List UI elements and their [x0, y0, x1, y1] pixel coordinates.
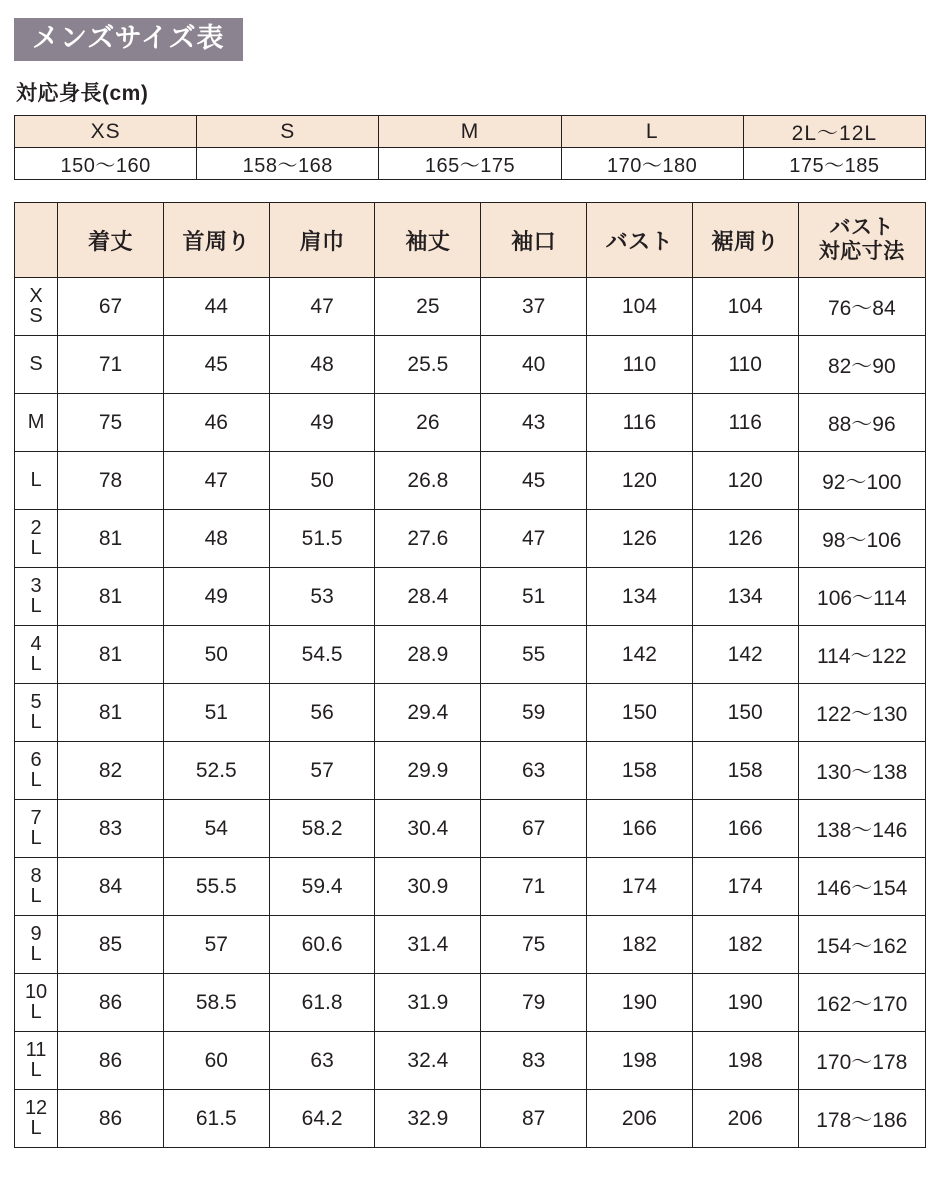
- measurement-cell: 63: [269, 1032, 375, 1090]
- measurement-cell: 87: [481, 1090, 587, 1148]
- height-table: [14, 115, 926, 180]
- measurement-cell: 56: [269, 684, 375, 742]
- measurement-cell: 170〜178: [798, 1032, 925, 1090]
- measurement-cell: 64.2: [269, 1090, 375, 1148]
- table-row: [15, 1090, 926, 1148]
- measurement-cell: 26: [375, 394, 481, 452]
- measurement-cell: 26.8: [375, 452, 481, 510]
- row-header-line1: X: [29, 284, 43, 307]
- table-row: [15, 858, 926, 916]
- measurement-cell: 48: [269, 336, 375, 394]
- measurement-cell: 206: [692, 1090, 798, 1148]
- table-row: [15, 510, 926, 568]
- measurement-cell: 174: [692, 858, 798, 916]
- row-header-line1: 5: [30, 690, 42, 713]
- measurement-cell: 53: [269, 568, 375, 626]
- measurement-cell: 71: [58, 336, 164, 394]
- row-header-line2: L: [30, 942, 42, 965]
- measurement-cell: 190: [692, 974, 798, 1032]
- measurement-cell: 83: [481, 1032, 587, 1090]
- measurement-cell: 45: [163, 336, 269, 394]
- table-row: [15, 148, 926, 180]
- measurement-cell: 146〜154: [798, 858, 925, 916]
- height-range-cell: 175〜185: [743, 148, 925, 180]
- table-row: [15, 452, 926, 510]
- row-header-line1: 8: [30, 864, 42, 887]
- row-header-line2: L: [30, 1116, 42, 1139]
- row-header-size: [15, 800, 58, 858]
- height-size-header: S: [197, 116, 379, 148]
- row-header-line2: L: [30, 884, 42, 907]
- measurement-cell: 71: [481, 858, 587, 916]
- measurement-cell: 25: [375, 278, 481, 336]
- row-header-line2: L: [30, 652, 42, 675]
- row-header-line1: 7: [30, 806, 42, 829]
- measurement-cell: 76〜84: [798, 278, 925, 336]
- measurement-cell: 47: [163, 452, 269, 510]
- row-header-size: [15, 1032, 58, 1090]
- row-header-size: [15, 278, 58, 336]
- measurement-cell: 32.9: [375, 1090, 481, 1148]
- measurement-cell: 86: [58, 974, 164, 1032]
- measurement-cell: 28.9: [375, 626, 481, 684]
- measurement-cell: 59: [481, 684, 587, 742]
- measurement-cell: 114〜122: [798, 626, 925, 684]
- measurement-cell: 150: [587, 684, 693, 742]
- measurement-cell: 86: [58, 1090, 164, 1148]
- measurement-cell: 59.4: [269, 858, 375, 916]
- measurement-cell: 198: [587, 1032, 693, 1090]
- row-header-size: [15, 452, 58, 510]
- row-header-line1: 11: [25, 1038, 47, 1061]
- row-header-line1: 6: [30, 748, 42, 771]
- row-header-line2: L: [30, 594, 42, 617]
- measurement-cell: 55.5: [163, 858, 269, 916]
- row-header-size: [15, 626, 58, 684]
- height-size-header: M: [379, 116, 561, 148]
- row-header-line2: L: [30, 768, 42, 791]
- row-header-line1: L: [30, 468, 42, 491]
- measurement-cell: 104: [587, 278, 693, 336]
- measurement-cell: 46: [163, 394, 269, 452]
- measurement-cell: 116: [587, 394, 693, 452]
- table-header-row: [15, 203, 926, 278]
- measurement-cell: 174: [587, 858, 693, 916]
- table-row: [15, 800, 926, 858]
- measurement-cell: 83: [58, 800, 164, 858]
- measurement-cell: 29.9: [375, 742, 481, 800]
- table-row: [15, 974, 926, 1032]
- measurement-cell: 48: [163, 510, 269, 568]
- measurement-cell: 47: [269, 278, 375, 336]
- measurement-cell: 78: [58, 452, 164, 510]
- measurement-cell: 30.4: [375, 800, 481, 858]
- measurement-cell: 32.4: [375, 1032, 481, 1090]
- measurement-cell: 51.5: [269, 510, 375, 568]
- row-header-size: [15, 1090, 58, 1148]
- measurement-cell: 126: [692, 510, 798, 568]
- height-size-header: XS: [15, 116, 197, 148]
- measurement-cell: 49: [269, 394, 375, 452]
- height-range-cell: 150〜160: [15, 148, 197, 180]
- table-row: [15, 1032, 926, 1090]
- row-header-size: [15, 684, 58, 742]
- measurement-cell: 61.5: [163, 1090, 269, 1148]
- column-header: 裾周り: [692, 203, 798, 278]
- measurement-cell: 178〜186: [798, 1090, 925, 1148]
- height-section-heading: 対応身長(cm): [16, 82, 149, 105]
- row-header-line2: L: [30, 710, 42, 733]
- measurement-cell: 54.5: [269, 626, 375, 684]
- row-header-line2: L: [30, 826, 42, 849]
- measurement-cell: 67: [481, 800, 587, 858]
- row-header-size: [15, 394, 58, 452]
- measurement-cell: 106〜114: [798, 568, 925, 626]
- measurement-cell: 162〜170: [798, 974, 925, 1032]
- measurement-cell: 79: [481, 974, 587, 1032]
- row-header-size: [15, 742, 58, 800]
- height-range-cell: 158〜168: [197, 148, 379, 180]
- measurement-cell: 154〜162: [798, 916, 925, 974]
- column-header-bust-fit: [798, 203, 925, 278]
- column-header: 袖丈: [375, 203, 481, 278]
- measurement-cell: 60: [163, 1032, 269, 1090]
- measurement-cell: 50: [163, 626, 269, 684]
- measurement-cell: 110: [587, 336, 693, 394]
- table-row: [15, 278, 926, 336]
- measurement-cell: 52.5: [163, 742, 269, 800]
- column-header: 肩巾: [269, 203, 375, 278]
- measurement-cell: 166: [692, 800, 798, 858]
- measurement-cell: 47: [481, 510, 587, 568]
- row-header-size: [15, 510, 58, 568]
- row-header-line1: S: [29, 352, 43, 375]
- measurement-cell: 206: [587, 1090, 693, 1148]
- measurement-cell: 82: [58, 742, 164, 800]
- measurement-cell: 110: [692, 336, 798, 394]
- measurement-cell: 63: [481, 742, 587, 800]
- measurement-cell: 134: [692, 568, 798, 626]
- measurement-cell: 44: [163, 278, 269, 336]
- height-range-cell: 170〜180: [561, 148, 743, 180]
- measurement-cell: 60.6: [269, 916, 375, 974]
- measurement-cell: 142: [587, 626, 693, 684]
- measurement-cell: 61.8: [269, 974, 375, 1032]
- row-header-line2: L: [30, 1058, 42, 1081]
- row-header-line2: S: [29, 304, 43, 327]
- row-header-line1: 4: [30, 632, 42, 655]
- measurement-cell: 182: [587, 916, 693, 974]
- measurement-cell: 138〜146: [798, 800, 925, 858]
- measurement-cell: 122〜130: [798, 684, 925, 742]
- row-header-line1: 2: [30, 516, 42, 539]
- measurement-cell: 43: [481, 394, 587, 452]
- table-row: [15, 684, 926, 742]
- height-size-header: L: [561, 116, 743, 148]
- row-header-line2: L: [30, 536, 42, 559]
- measurement-cell: 116: [692, 394, 798, 452]
- column-header: 着丈: [58, 203, 164, 278]
- measurement-cell: 158: [692, 742, 798, 800]
- measurement-table: [14, 202, 926, 1148]
- measurement-cell: 28.4: [375, 568, 481, 626]
- column-header-line2: 対応寸法: [818, 240, 905, 263]
- measurement-cell: 51: [163, 684, 269, 742]
- column-header: バスト: [587, 203, 693, 278]
- measurement-cell: 134: [587, 568, 693, 626]
- table-row: [15, 568, 926, 626]
- row-header-size: [15, 916, 58, 974]
- row-header-line1: 12: [24, 1096, 48, 1119]
- row-header-size: [15, 568, 58, 626]
- measurement-cell: 182: [692, 916, 798, 974]
- measurement-cell: 142: [692, 626, 798, 684]
- measurement-cell: 45: [481, 452, 587, 510]
- measurement-cell: 130〜138: [798, 742, 925, 800]
- measurement-cell: 29.4: [375, 684, 481, 742]
- row-header-line1: 9: [30, 922, 42, 945]
- measurement-cell: 57: [269, 742, 375, 800]
- corner-cell: [15, 203, 58, 278]
- measurement-cell: 54: [163, 800, 269, 858]
- measurement-cell: 104: [692, 278, 798, 336]
- measurement-cell: 198: [692, 1032, 798, 1090]
- measurement-cell: 31.4: [375, 916, 481, 974]
- measurement-cell: 158: [587, 742, 693, 800]
- height-size-header: 2L〜12L: [743, 116, 925, 148]
- measurement-cell: 92〜100: [798, 452, 925, 510]
- row-header-line2: L: [30, 1000, 42, 1023]
- measurement-cell: 25.5: [375, 336, 481, 394]
- measurement-cell: 126: [587, 510, 693, 568]
- measurement-cell: 49: [163, 568, 269, 626]
- measurement-cell: 27.6: [375, 510, 481, 568]
- row-header-line1: 3: [30, 574, 42, 597]
- measurement-cell: 190: [587, 974, 693, 1032]
- measurement-cell: 50: [269, 452, 375, 510]
- measurement-cell: 98〜106: [798, 510, 925, 568]
- table-row: [15, 742, 926, 800]
- measurement-cell: 30.9: [375, 858, 481, 916]
- measurement-cell: 150: [692, 684, 798, 742]
- measurement-cell: 31.9: [375, 974, 481, 1032]
- column-header-line1: バスト: [829, 216, 895, 240]
- measurement-cell: 75: [58, 394, 164, 452]
- row-header-line1: 10: [24, 980, 48, 1003]
- measurement-cell: 81: [58, 626, 164, 684]
- measurement-cell: 40: [481, 336, 587, 394]
- column-header: 首周り: [163, 203, 269, 278]
- row-header-size: [15, 858, 58, 916]
- page-title: メンズサイズ表: [14, 18, 243, 61]
- table-row: [15, 116, 926, 148]
- row-header-size: [15, 974, 58, 1032]
- measurement-cell: 51: [481, 568, 587, 626]
- measurement-cell: 88〜96: [798, 394, 925, 452]
- measurement-cell: 37: [481, 278, 587, 336]
- table-row: [15, 916, 926, 974]
- measurement-cell: 57: [163, 916, 269, 974]
- measurement-cell: 55: [481, 626, 587, 684]
- row-header-line1: M: [27, 410, 45, 433]
- measurement-cell: 120: [587, 452, 693, 510]
- measurement-cell: 85: [58, 916, 164, 974]
- measurement-cell: 58.5: [163, 974, 269, 1032]
- table-row: [15, 394, 926, 452]
- measurement-cell: 67: [58, 278, 164, 336]
- measurement-cell: 75: [481, 916, 587, 974]
- column-header: 袖口: [481, 203, 587, 278]
- row-header-size: [15, 336, 58, 394]
- measurement-cell: 166: [587, 800, 693, 858]
- table-row: [15, 336, 926, 394]
- measurement-cell: 81: [58, 568, 164, 626]
- measurement-cell: 81: [58, 684, 164, 742]
- table-row: [15, 626, 926, 684]
- measurement-cell: 58.2: [269, 800, 375, 858]
- measurement-cell: 84: [58, 858, 164, 916]
- measurement-cell: 81: [58, 510, 164, 568]
- measurement-cell: 120: [692, 452, 798, 510]
- height-range-cell: 165〜175: [379, 148, 561, 180]
- measurement-cell: 82〜90: [798, 336, 925, 394]
- measurement-cell: 86: [58, 1032, 164, 1090]
